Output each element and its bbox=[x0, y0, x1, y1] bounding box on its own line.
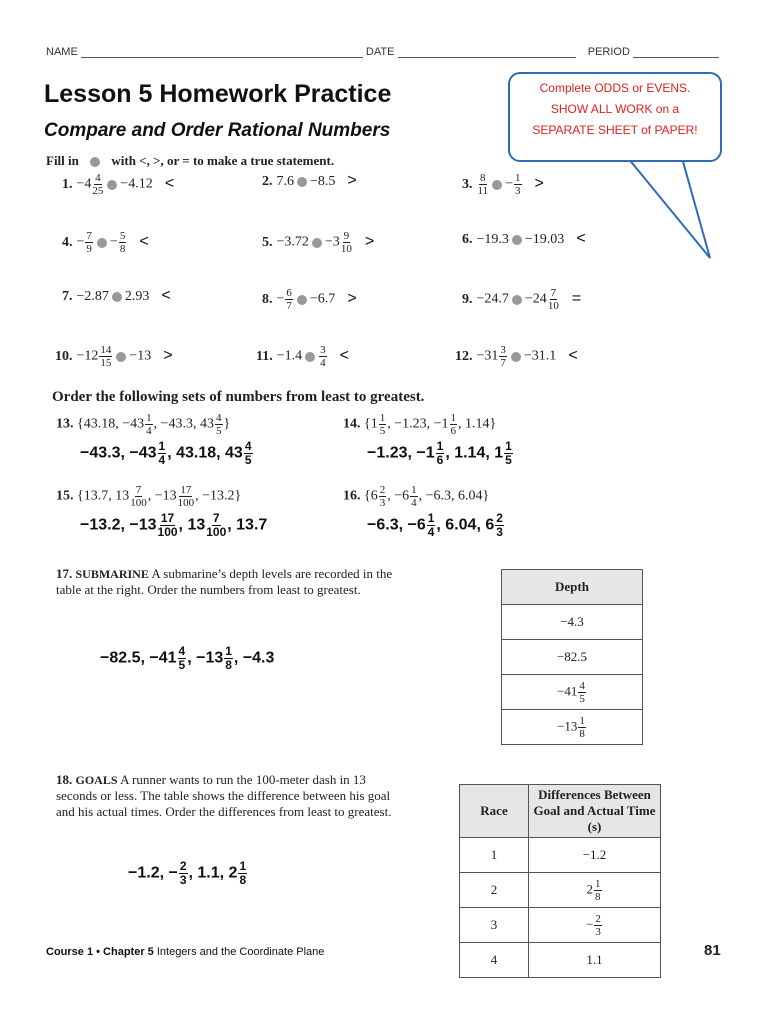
text-part: } bbox=[223, 416, 231, 432]
depth-whole: −4.3 bbox=[560, 614, 584, 629]
difference-whole: −1.2 bbox=[582, 847, 607, 862]
right-value: −31.1 bbox=[523, 348, 557, 364]
numerator: 1 bbox=[515, 172, 521, 184]
problem-number: 5. bbox=[262, 234, 273, 250]
fraction bbox=[224, 645, 233, 672]
depth-cell bbox=[502, 675, 643, 710]
problem-4 bbox=[62, 230, 149, 255]
race-difference-cell bbox=[529, 943, 661, 978]
numerator: 2 bbox=[595, 912, 601, 925]
blank-dot-icon bbox=[107, 180, 117, 190]
denominator: 3 bbox=[496, 525, 503, 539]
problem-number: 15. bbox=[56, 488, 77, 504]
numerator: 1 bbox=[239, 859, 247, 873]
blank-dot-icon bbox=[305, 352, 315, 362]
fraction bbox=[178, 645, 187, 672]
problem-number: 3. bbox=[462, 176, 473, 192]
right-value: −8.5 bbox=[310, 174, 336, 189]
numerator: 17 bbox=[180, 484, 192, 496]
problem-1 bbox=[62, 172, 174, 197]
race-number-cell: 1 bbox=[460, 838, 529, 873]
problem-3 bbox=[462, 172, 544, 197]
problem-6 bbox=[462, 230, 586, 248]
date-line[interactable] bbox=[398, 46, 576, 58]
numerator: 4 bbox=[216, 412, 222, 424]
answer-symbol: < bbox=[139, 232, 149, 250]
answer-symbol: < bbox=[339, 346, 349, 364]
problem-11 bbox=[256, 344, 349, 369]
text-part: −6.3, −6 bbox=[367, 516, 426, 534]
numerator: 8 bbox=[480, 172, 486, 184]
depth-table-header: Depth bbox=[502, 570, 643, 605]
fraction bbox=[178, 484, 195, 509]
blank-dot-icon bbox=[512, 295, 522, 305]
answer-symbol: = bbox=[571, 289, 582, 307]
denominator: 4 bbox=[158, 453, 166, 467]
text-part: {13.7, 13 bbox=[77, 488, 130, 504]
race-number-cell: 2 bbox=[460, 873, 529, 908]
problem-10 bbox=[55, 344, 173, 369]
callout-line-2: SHOW ALL WORK on a bbox=[550, 102, 680, 116]
denominator: 6 bbox=[450, 425, 457, 437]
numerator: 1 bbox=[411, 484, 417, 496]
fraction bbox=[215, 412, 223, 437]
numerator: 7 bbox=[135, 484, 142, 496]
numerator: 1 bbox=[379, 412, 386, 424]
left-fraction bbox=[478, 172, 489, 197]
blank-dot-icon bbox=[312, 238, 322, 248]
problem-2 bbox=[262, 172, 357, 190]
problem-number: 8. bbox=[262, 291, 273, 307]
answer-symbol: < bbox=[568, 346, 578, 364]
numerator: 1 bbox=[427, 511, 435, 525]
fraction bbox=[379, 412, 387, 437]
fraction bbox=[379, 484, 387, 509]
problem-12 bbox=[455, 344, 578, 369]
text-part: , 1.14, 1 bbox=[445, 444, 504, 462]
race-difference-cell bbox=[529, 838, 661, 873]
numerator: 6 bbox=[286, 287, 292, 299]
order-answer-15 bbox=[80, 512, 267, 539]
left-fraction bbox=[499, 344, 507, 369]
problem-17-keyword: SUBMARINE bbox=[75, 567, 149, 581]
numerator: 3 bbox=[500, 344, 506, 356]
answer-symbol: > bbox=[347, 172, 357, 189]
blank-dot-icon bbox=[512, 235, 522, 245]
denominator: 4 bbox=[320, 357, 326, 369]
problem-17-number: 17. bbox=[56, 566, 73, 581]
blank-dot-icon bbox=[492, 180, 502, 190]
denominator: 11 bbox=[477, 185, 489, 197]
callout-line-1: Complete ODDS or EVENS. bbox=[539, 81, 691, 95]
right-value: −19.03 bbox=[524, 232, 565, 247]
numerator: 1 bbox=[225, 644, 232, 658]
answer-symbol: > bbox=[347, 289, 357, 307]
text-part: , 13.7 bbox=[227, 516, 268, 534]
numerator: 4 bbox=[244, 439, 252, 453]
left-fraction bbox=[99, 344, 112, 369]
numerator: 7 bbox=[86, 230, 92, 242]
problem-number: 10. bbox=[55, 348, 73, 364]
right-value: −4.12 bbox=[120, 176, 153, 192]
numerator: 1 bbox=[146, 412, 152, 424]
problem-number: 2. bbox=[262, 174, 273, 189]
problem-number: 16. bbox=[343, 488, 364, 504]
numerator: 3 bbox=[320, 344, 326, 356]
right-value: −6.7 bbox=[309, 291, 336, 307]
denominator: 3 bbox=[515, 185, 521, 197]
fraction bbox=[436, 440, 445, 467]
text-part: , −6 bbox=[387, 488, 410, 504]
problem-number: 9. bbox=[462, 291, 473, 307]
fraction bbox=[145, 412, 153, 437]
depth-cell bbox=[502, 640, 643, 675]
text-part: , −13.2} bbox=[195, 488, 242, 504]
fraction bbox=[578, 680, 586, 705]
text-part: −82.5, −41 bbox=[100, 649, 177, 667]
denominator: 8 bbox=[119, 243, 126, 255]
text-part: , −1.23, −1 bbox=[387, 416, 449, 432]
page-number: 81 bbox=[704, 942, 721, 959]
right-value: −13 bbox=[129, 348, 152, 364]
order-set-13 bbox=[56, 412, 230, 437]
fraction bbox=[130, 484, 147, 509]
problem-17 bbox=[56, 566, 406, 598]
race-row bbox=[460, 943, 661, 978]
page-title: Lesson 5 Homework Practice bbox=[44, 80, 392, 108]
fraction bbox=[179, 860, 188, 887]
fraction bbox=[158, 512, 178, 539]
name-label: NAME bbox=[46, 46, 78, 58]
race-difference-cell bbox=[529, 908, 661, 943]
denominator: 8 bbox=[579, 727, 585, 740]
answer-symbol: < bbox=[164, 174, 175, 192]
race-row bbox=[460, 838, 661, 873]
left-value: −3.72 bbox=[276, 234, 309, 250]
denominator: 5 bbox=[216, 425, 222, 437]
right-fraction bbox=[548, 287, 559, 312]
numerator: 1 bbox=[450, 412, 457, 424]
order-set-16 bbox=[343, 484, 489, 509]
depth-row bbox=[502, 675, 643, 710]
header-row bbox=[46, 46, 726, 58]
race-row bbox=[460, 873, 661, 908]
race-table bbox=[459, 784, 661, 978]
fill-instruction-before: Fill in bbox=[46, 153, 79, 168]
denominator: 5 bbox=[244, 453, 252, 467]
problem-5 bbox=[262, 230, 374, 255]
numerator: 1 bbox=[595, 877, 601, 890]
left-fraction bbox=[92, 172, 103, 197]
numerator: 7 bbox=[212, 511, 220, 525]
text-part: −43.3, −43 bbox=[80, 444, 157, 462]
problem-17-answer bbox=[100, 645, 274, 672]
numerator: 14 bbox=[100, 344, 112, 356]
denominator: 8 bbox=[225, 658, 232, 672]
depth-whole: −13 bbox=[557, 717, 578, 733]
problem-18-answer bbox=[128, 860, 248, 887]
fraction bbox=[594, 878, 602, 903]
denominator: 7 bbox=[500, 357, 506, 369]
depth-row bbox=[502, 605, 643, 640]
left-value: −12 bbox=[76, 348, 99, 364]
order-set-15 bbox=[56, 484, 241, 509]
right-value: −24 bbox=[524, 291, 547, 307]
fill-instruction-after: with <, >, or = to make a true statement. bbox=[111, 153, 335, 168]
blank-dot-icon bbox=[297, 295, 307, 305]
text-part: , −6.3, 6.04} bbox=[418, 488, 490, 504]
problem-number: 1. bbox=[62, 176, 73, 192]
numerator: 4 bbox=[579, 679, 585, 692]
problem-number: 14. bbox=[343, 416, 364, 432]
text-part: , 6.04, 6 bbox=[436, 516, 495, 534]
left-value: −4 bbox=[76, 176, 92, 192]
text-part: −13.2, −13 bbox=[80, 516, 157, 534]
problem-7 bbox=[62, 287, 171, 305]
blank-dot-icon bbox=[116, 352, 126, 362]
text-part: −1.23, −1 bbox=[367, 444, 435, 462]
fraction bbox=[504, 440, 513, 467]
fraction bbox=[158, 440, 167, 467]
text-part: , −13 bbox=[187, 649, 224, 667]
depth-whole: −82.5 bbox=[556, 649, 588, 664]
denominator: 25 bbox=[92, 185, 104, 197]
denominator: 10 bbox=[547, 300, 559, 312]
answer-symbol: > bbox=[163, 346, 173, 364]
denominator: 5 bbox=[178, 658, 186, 672]
blank-dot-icon bbox=[511, 352, 521, 362]
denominator: 100 bbox=[177, 497, 195, 509]
numerator: 1 bbox=[436, 439, 444, 453]
denominator: 6 bbox=[436, 453, 444, 467]
left-fraction bbox=[285, 287, 293, 312]
left-value: −24.7 bbox=[476, 291, 509, 307]
right-fraction bbox=[514, 172, 522, 197]
right-fraction bbox=[119, 230, 127, 255]
text-part: , 13 bbox=[178, 516, 206, 534]
problem-18-keyword: GOALS bbox=[75, 773, 118, 787]
difference-whole: − bbox=[586, 915, 594, 931]
right-value: − bbox=[505, 176, 513, 192]
callout-tail-cover bbox=[600, 150, 696, 156]
denominator: 5 bbox=[379, 425, 386, 437]
numerator: 1 bbox=[158, 439, 166, 453]
text-part: , −4.3 bbox=[233, 649, 275, 667]
order-heading: Order the following sets of numbers from least to greatest. bbox=[52, 389, 425, 405]
denominator: 100 bbox=[206, 525, 227, 539]
order-answer-14 bbox=[367, 440, 514, 467]
race-number-cell: 3 bbox=[460, 908, 529, 943]
blank-dot-icon bbox=[112, 292, 122, 302]
right-value: −3 bbox=[324, 234, 340, 250]
left-value: − bbox=[76, 234, 85, 250]
order-answer-13 bbox=[80, 440, 254, 467]
left-value: −1.4 bbox=[276, 348, 303, 364]
text-part: , −13 bbox=[147, 488, 177, 504]
right-value: 2.93 bbox=[124, 289, 150, 304]
answer-symbol: < bbox=[576, 230, 586, 247]
problem-18-number: 18. bbox=[56, 772, 73, 787]
numerator: 1 bbox=[505, 439, 512, 453]
left-fraction bbox=[85, 230, 93, 255]
left-value: − bbox=[276, 291, 285, 307]
depth-whole: −41 bbox=[557, 682, 578, 698]
problem-number: 13. bbox=[56, 416, 77, 432]
period-label: PERIOD bbox=[587, 46, 630, 58]
fraction bbox=[244, 440, 253, 467]
left-value: −2.87 bbox=[76, 289, 109, 304]
denominator: 100 bbox=[130, 497, 147, 509]
numerator: 2 bbox=[179, 859, 187, 873]
fraction bbox=[594, 913, 602, 938]
depth-row bbox=[502, 640, 643, 675]
difference-whole: 1.1 bbox=[586, 952, 603, 967]
numerator: 9 bbox=[343, 230, 350, 242]
text-part: {6 bbox=[364, 488, 378, 504]
numerator: 2 bbox=[496, 511, 503, 525]
problem-number: 6. bbox=[462, 232, 473, 247]
left-value: 7.6 bbox=[276, 174, 294, 189]
footer-course bbox=[46, 946, 324, 958]
numerator: 4 bbox=[178, 644, 186, 658]
depth-row bbox=[502, 710, 643, 745]
answer-symbol: < bbox=[161, 287, 171, 304]
footer-course-label: Course 1 • Chapter 5 bbox=[46, 946, 154, 958]
denominator: 9 bbox=[86, 243, 92, 255]
denominator: 3 bbox=[379, 497, 386, 509]
text-part: , 1.14} bbox=[458, 416, 497, 432]
problem-9 bbox=[462, 287, 581, 312]
right-fraction bbox=[319, 344, 327, 369]
blank-dot-icon bbox=[90, 157, 100, 167]
answer-symbol: > bbox=[534, 174, 544, 192]
denominator: 4 bbox=[411, 497, 417, 509]
left-value: −31 bbox=[476, 348, 499, 364]
fraction bbox=[578, 715, 586, 740]
fraction bbox=[206, 512, 226, 539]
race-table-header-diff: Differences Between Goal and Actual Time (s) bbox=[529, 785, 661, 838]
problem-18 bbox=[56, 772, 396, 820]
numerator: 7 bbox=[550, 287, 557, 299]
right-value: − bbox=[109, 234, 118, 250]
numerator: 5 bbox=[119, 230, 126, 242]
fill-instruction bbox=[46, 153, 334, 169]
text-part: −1.2, − bbox=[128, 864, 178, 882]
denominator: 5 bbox=[579, 692, 585, 705]
denominator: 4 bbox=[427, 525, 435, 539]
numerator: 2 bbox=[379, 484, 386, 496]
page-subtitle: Compare and Order Rational Numbers bbox=[44, 120, 391, 141]
date-label: DATE bbox=[365, 46, 395, 58]
fraction bbox=[410, 484, 418, 509]
denominator: 5 bbox=[505, 453, 512, 467]
text-part: , 1.1, 2 bbox=[188, 864, 238, 882]
callout-bubble bbox=[508, 72, 722, 162]
fraction bbox=[427, 512, 436, 539]
blank-dot-icon bbox=[97, 238, 107, 248]
numerator: 17 bbox=[160, 511, 175, 525]
order-answer-16 bbox=[367, 512, 505, 539]
text-part: {1 bbox=[364, 416, 378, 432]
callout-line-3: SEPARATE SHEET of PAPER! bbox=[532, 123, 698, 137]
footer-chapter-title: Integers and the Coordinate Plane bbox=[156, 946, 325, 958]
name-line[interactable] bbox=[81, 46, 363, 58]
denominator: 100 bbox=[157, 525, 178, 539]
problem-number: 7. bbox=[62, 289, 73, 304]
denominator: 8 bbox=[595, 890, 601, 903]
denominator: 4 bbox=[146, 425, 152, 437]
denominator: 3 bbox=[595, 925, 601, 938]
text-part: , 43.18, 43 bbox=[167, 444, 243, 462]
problem-8 bbox=[262, 287, 357, 312]
difference-whole: 2 bbox=[586, 880, 593, 896]
blank-dot-icon bbox=[297, 177, 307, 187]
callout-tail bbox=[600, 140, 720, 290]
depth-cell bbox=[502, 710, 643, 745]
period-line[interactable] bbox=[633, 46, 719, 58]
denominator: 10 bbox=[340, 243, 352, 255]
text-part: {43.18, −43 bbox=[77, 416, 145, 432]
denominator: 7 bbox=[286, 300, 292, 312]
race-table-header-race: Race bbox=[460, 785, 529, 838]
order-set-14 bbox=[343, 412, 496, 437]
fraction bbox=[238, 860, 247, 887]
problem-number: 11. bbox=[256, 348, 273, 364]
denominator: 3 bbox=[179, 873, 187, 887]
left-value: −19.3 bbox=[476, 232, 509, 247]
race-row bbox=[460, 908, 661, 943]
race-number-cell: 4 bbox=[460, 943, 529, 978]
text-part: , −43.3, 43 bbox=[153, 416, 215, 432]
fraction bbox=[495, 512, 504, 539]
answer-symbol: > bbox=[364, 232, 375, 250]
depth-cell bbox=[502, 605, 643, 640]
problem-18-text: A runner wants to run the 100-meter dash in 13 seconds or less. The table shows the difference between his goal and his actual times. Order the differences from least to greatest. bbox=[56, 772, 392, 819]
numerator: 1 bbox=[579, 714, 585, 727]
denominator: 15 bbox=[100, 357, 112, 369]
denominator: 8 bbox=[239, 873, 247, 887]
right-fraction bbox=[341, 230, 352, 255]
problem-number: 4. bbox=[62, 234, 73, 250]
numerator: 4 bbox=[95, 172, 101, 184]
fraction bbox=[450, 412, 458, 437]
problem-number: 12. bbox=[455, 348, 473, 364]
race-difference-cell bbox=[529, 873, 661, 908]
problem-17-text: A submarine’s depth levels are recorded in the table at the right. Order the numbers from least to greatest. bbox=[56, 566, 393, 597]
depth-table bbox=[501, 569, 643, 745]
